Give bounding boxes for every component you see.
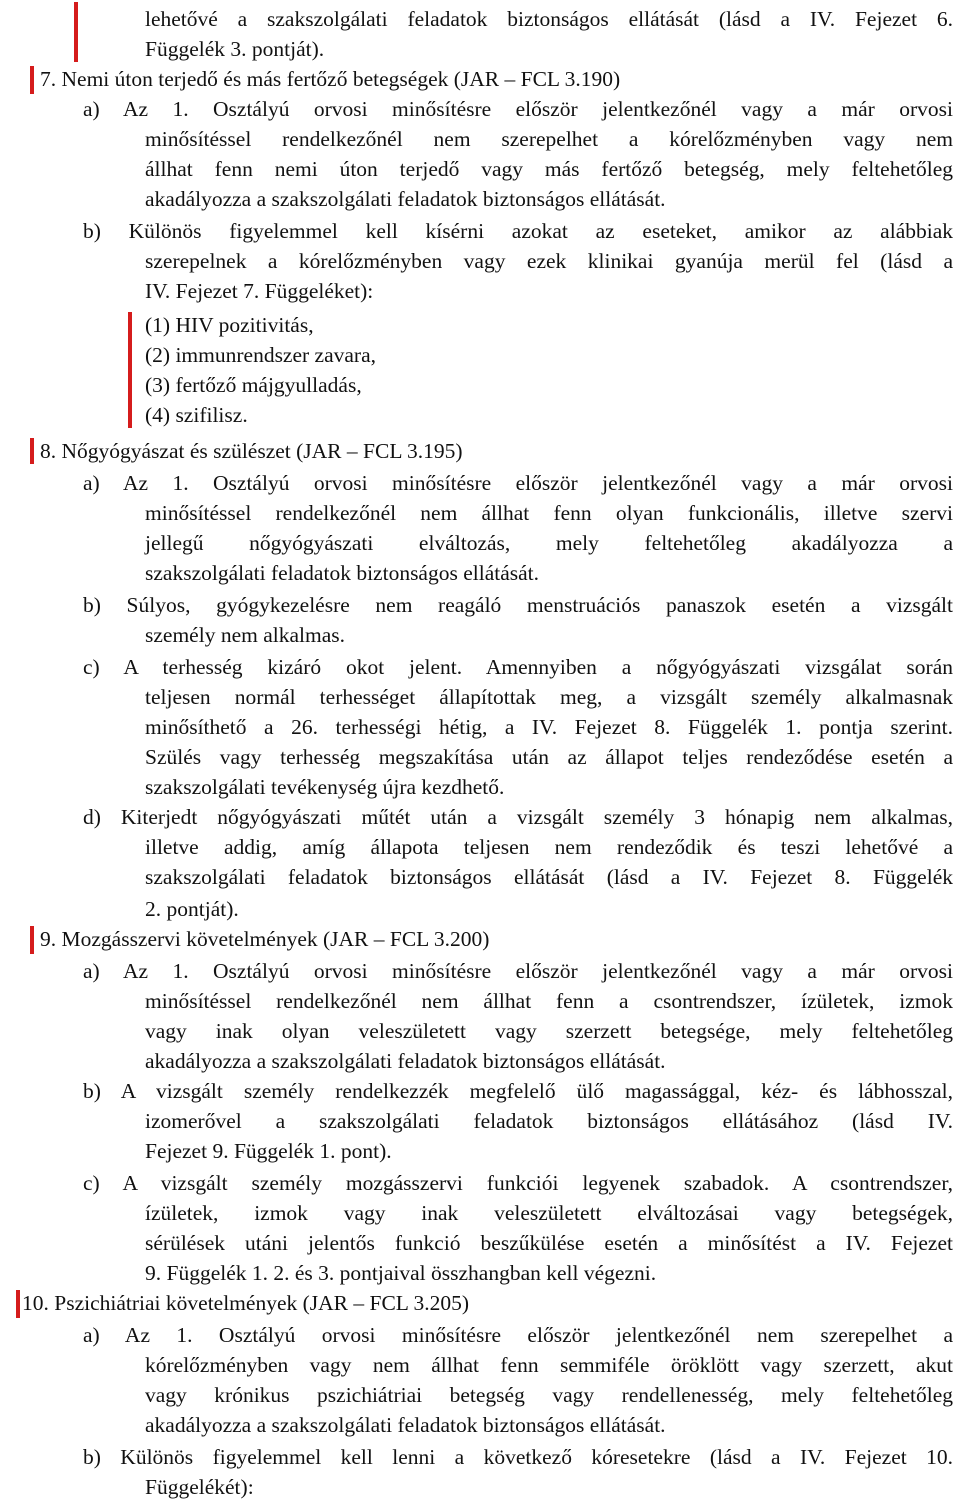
paragraph-line: Fejezet 9. Függelék 1. pont).	[145, 1139, 392, 1163]
paragraph-line: b) Különös figyelemmel kell kísérni azokat az eseteket, amikor az alábbiak	[83, 219, 953, 243]
paragraph-line: c) A terhesség kizáró okot jelent. Amennyiben a nőgyógyászati vizsgálat során	[83, 655, 953, 679]
paragraph-line: sérülések utáni jelentős funkció beszűkülése esetén a minősítést a IV. Fejezet	[145, 1231, 953, 1255]
change-bar	[30, 438, 34, 464]
change-bar	[74, 2, 78, 62]
paragraph-line: teljesen normál terhességet állapítottak meg, a vizsgált személy alkalmasnak	[145, 685, 953, 709]
paragraph-line: minősíthető a 26. terhességi hétig, a IV. Fejezet 8. Függelék 1. pontja szerint.	[145, 715, 953, 739]
paragraph-line: a) Az 1. Osztályú orvosi minősítésre először jelentkezőnél vagy a már orvosi	[83, 97, 953, 121]
paragraph-line: akadályozza a szakszolgálati feladatok biztonságos ellátását.	[145, 187, 666, 211]
paragraph-line: a) Az 1. Osztályú orvosi minősítésre először jelentkezőnél vagy a már orvosi	[83, 959, 953, 983]
section-heading: 7. Nemi úton terjedő és más fertőző betegségek (JAR – FCL 3.190)	[40, 67, 621, 91]
paragraph-line: b) A vizsgált személy rendelkezzék megfelelő ülő magassággal, kéz- és lábhosszal,	[83, 1079, 953, 1103]
paragraph-line: szerepelnek a kórelőzményben vagy ezek klinikai gyanúja merül fel (lásd a	[145, 249, 953, 273]
paragraph-line: állhat fenn nemi úton terjedő vagy más fertőző betegség, mely feltehetőleg	[145, 157, 953, 181]
paragraph-line: c) A vizsgált személy mozgásszervi funkciói legyenek szabadok. A csontrendszer,	[83, 1171, 953, 1195]
paragraph-line: akadályozza a szakszolgálati feladatok biztonságos ellátását.	[145, 1049, 666, 1073]
paragraph-line: jellegű nőgyógyászati elváltozás, mely feltehetőleg akadályozza a	[145, 531, 953, 555]
paragraph-line: a) Az 1. Osztályú orvosi minősítésre először jelentkezőnél nem szerepelhet a	[83, 1323, 953, 1347]
paragraph-line: vagy krónikus pszichiátriai betegség vagy rendellenesség, mely feltehetőleg	[145, 1383, 953, 1407]
change-bar	[30, 926, 34, 954]
paragraph-line: vagy inak olyan veleszületett vagy szerzett betegsége, mely feltehetőleg	[145, 1019, 953, 1043]
text-line: lehetővé a szakszolgálati feladatok biztonságos ellátását (lásd a IV. Fejezet 6.	[145, 7, 953, 31]
paragraph-line: b) Súlyos, gyógykezelésre nem reagáló menstruációs panaszok esetén a vizsgált	[83, 593, 953, 617]
change-bar	[16, 1290, 20, 1318]
text-line: Függelék 3. pontját).	[145, 37, 325, 61]
paragraph-line: d) Kiterjedt nőgyógyászati műtét után a vizsgált személy 3 hónapig nem alkalmas,	[83, 805, 953, 829]
section-heading: 10. Pszichiátriai követelmények (JAR – FCL 3.205)	[22, 1291, 470, 1315]
paragraph-line: ízületek, izmok vagy inak veleszületett elváltozásai vagy betegségek,	[145, 1201, 953, 1225]
list-item: (2) immunrendszer zavara,	[145, 343, 377, 367]
paragraph-line: 2. pontját).	[145, 897, 239, 921]
paragraph-line: minősítéssel rendelkezőnél nem szerepelhet a kórelőzményben vagy nem	[145, 127, 953, 151]
list-item: (3) fertőző májgyulladás,	[145, 373, 362, 397]
paragraph-line: szakszolgálati feladatok biztonságos ellátását (lásd a IV. Fejezet 8. Függelék	[145, 865, 953, 889]
paragraph-line: minősítéssel rendelkezőnél nem állhat fenn olyan funkcionális, illetve szervi	[145, 501, 953, 525]
paragraph-line: személy nem alkalmas.	[145, 623, 345, 647]
paragraph-line: kórelőzményben vagy nem állhat fenn semmiféle öröklött vagy szerzett, akut	[145, 1353, 953, 1377]
paragraph-line: Szülés vagy terhesség megszakítása után az állapot teljes rendeződése esetén a	[145, 745, 953, 769]
paragraph-line: izomerővel a szakszolgálati feladatok biztonságos ellátásához (lásd IV.	[145, 1109, 953, 1133]
change-bar	[30, 66, 34, 94]
list-item: (4) szifilisz.	[145, 403, 248, 427]
list-item: (1) HIV pozitivitás,	[145, 313, 314, 337]
paragraph-line: Függelékét):	[145, 1475, 254, 1499]
change-bar	[128, 312, 132, 428]
paragraph-line: 9. Függelék 1. 2. és 3. pontjaival összhangban kell végezni.	[145, 1261, 657, 1285]
section-heading: 9. Mozgásszervi követelmények (JAR – FCL 3.200)	[40, 927, 490, 951]
section-heading: 8. Nőgyógyászat és szülészet (JAR – FCL 3.195)	[40, 439, 463, 463]
paragraph-line: a) Az 1. Osztályú orvosi minősítésre először jelentkezőnél vagy a már orvosi	[83, 471, 953, 495]
paragraph-line: akadályozza a szakszolgálati feladatok biztonságos ellátását.	[145, 1413, 666, 1437]
paragraph-line: minősítéssel rendelkezőnél nem állhat fenn a csontrendszer, ízületek, izmok	[145, 989, 953, 1013]
paragraph-line: illetve addig, amíg állapota teljesen nem rendeződik és teszi lehetővé a	[145, 835, 953, 859]
paragraph-line: b) Különös figyelemmel kell lenni a következő kóresetekre (lásd a IV. Fejezet 10.	[83, 1445, 953, 1469]
paragraph-line: szakszolgálati feladatok biztonságos ellátását.	[145, 561, 540, 585]
paragraph-line: IV. Fejezet 7. Függeléket):	[145, 279, 374, 303]
paragraph-line: szakszolgálati tevékenység újra kezdhető.	[145, 775, 505, 799]
